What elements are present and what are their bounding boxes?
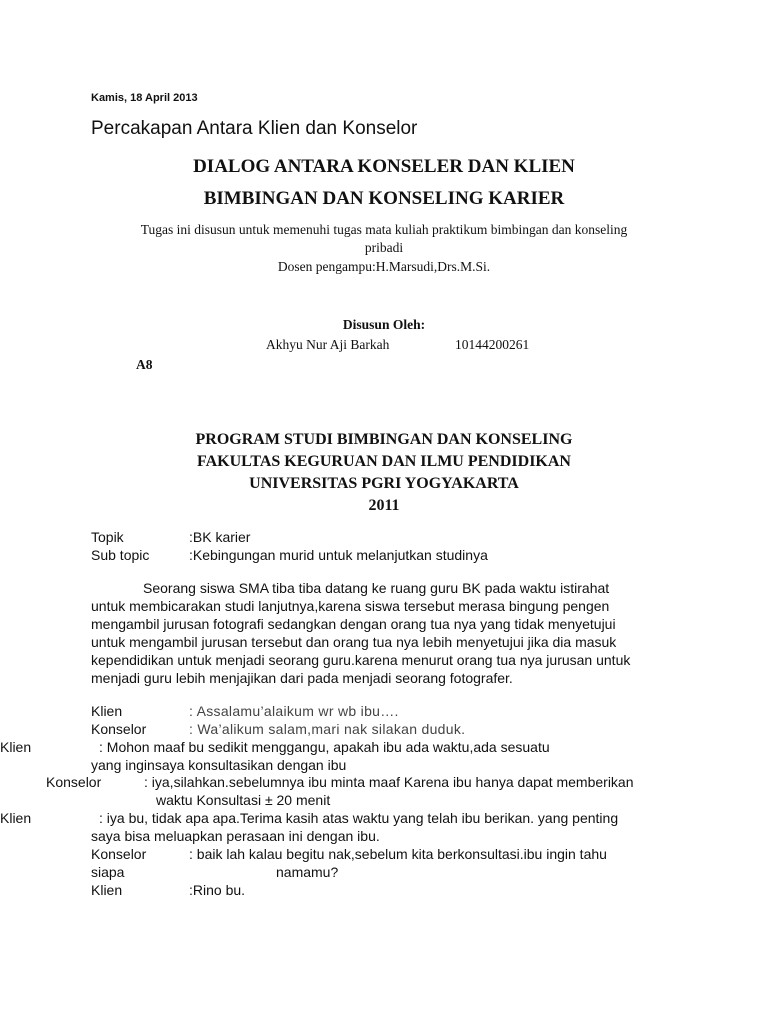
narrative-line: Seorang siswa SMA tiba tiba datang ke ruang guru BK pada waktu istirahat: [143, 580, 610, 596]
subtitle-line-2: pribadi: [364, 240, 404, 255]
lecturer-line: Dosen pengampu:H.Marsudi,Drs.M.Si.: [277, 259, 491, 274]
page-heading: Percakapan Antara Klien dan Konselor: [91, 118, 418, 139]
dialog-line: : iya bu, tidak apa apa.Terima kasih atas waktu yang telah ibu berikan. yang penting: [99, 810, 619, 826]
topic-value: :BK karier: [189, 529, 251, 545]
narrative-line: kependidikan untuk menjadi seorang guru.karena menurut orang tua nya jurusan untuk: [91, 652, 631, 668]
subtopic-label: Sub topic: [91, 547, 150, 563]
narrative-line: menjadi guru lebih menjajikan dari pada menjadi seorang fotografer.: [91, 670, 513, 686]
document-date: Kamis, 18 April 2013: [91, 92, 198, 104]
topic-label: Topik: [91, 529, 124, 545]
title-line-2: BIMBINGAN DAN KONSELING KARIER: [203, 188, 565, 209]
composed-by-label: Disusun Oleh:: [342, 317, 426, 332]
program-line-3: UNIVERSITAS PGRI YOGYAKARTA: [249, 475, 519, 492]
dialog-line: namamu?: [276, 864, 339, 880]
dialog-line: waktu Konsultasi ± 20 menit: [156, 792, 331, 808]
dialog-speaker: Konselor: [91, 846, 147, 862]
program-line-2: FAKULTAS KEGURUAN DAN ILMU PENDIDIKAN: [197, 453, 571, 470]
dialog-speaker: Konselor: [46, 774, 102, 790]
dialog-speaker: Klien: [91, 882, 123, 898]
program-line-1: PROGRAM STUDI BIMBINGAN DAN KONSELING: [195, 431, 573, 448]
dialog-speaker: Klien: [91, 703, 123, 719]
narrative-line: mengambil jurusan fotografi sedangkan dengan orang tua nya yang tidak menyetujui: [91, 616, 616, 632]
author-name: Akhyu Nur Aji Barkah: [266, 337, 390, 352]
dialog-line: :Rino bu.: [189, 882, 246, 898]
dialog-line: : iya,silahkan.sebelumnya ibu minta maaf Karena ibu hanya dapat memberikan: [144, 774, 634, 790]
dialog-line: : Assalamu’alaikum wr wb ibu….: [189, 703, 399, 719]
title-line-1: DIALOG ANTARA KONSELER DAN KLIEN: [193, 156, 575, 177]
dialog-line: : baik lah kalau begitu nak,sebelum kita berkonsultasi.ibu ingin tahu: [189, 846, 607, 862]
narrative-line: untuk membicarakan studi lanjutnya,karena siswa tersebut merasa bingung pengen: [91, 598, 610, 614]
dialog-line: yang inginsaya konsultasikan dengan ibu: [91, 757, 347, 773]
subtitle-line-1: Tugas ini disusun untuk memenuhi tugas mata kuliah praktikum bimbingan dan konseling: [140, 222, 628, 237]
dialog-line: : Mohon maaf bu sedikit menggangu, apakah ibu ada waktu,ada sesuatu: [99, 739, 550, 755]
dialog-line: siapa: [91, 864, 125, 880]
narrative-line: untuk mengambil jurusan tersebut dan orang tua nya lebih menyetujui jika dia masuk: [91, 634, 617, 650]
dialog-speaker: Klien: [0, 739, 32, 755]
class-code: A8: [136, 357, 153, 372]
subtopic-value: :Kebingungan murid untuk melanjutkan studinya: [189, 547, 488, 563]
dialog-speaker: Klien: [0, 810, 32, 826]
author-id: 10144200261: [455, 337, 530, 352]
program-year: 2011: [368, 497, 400, 514]
dialog-line: saya bisa meluapkan perasaan ini dengan ibu.: [91, 828, 380, 844]
dialog-speaker: Konselor: [91, 721, 147, 737]
dialog-line: : Wa’alikum salam,mari nak silakan duduk.: [189, 721, 466, 737]
